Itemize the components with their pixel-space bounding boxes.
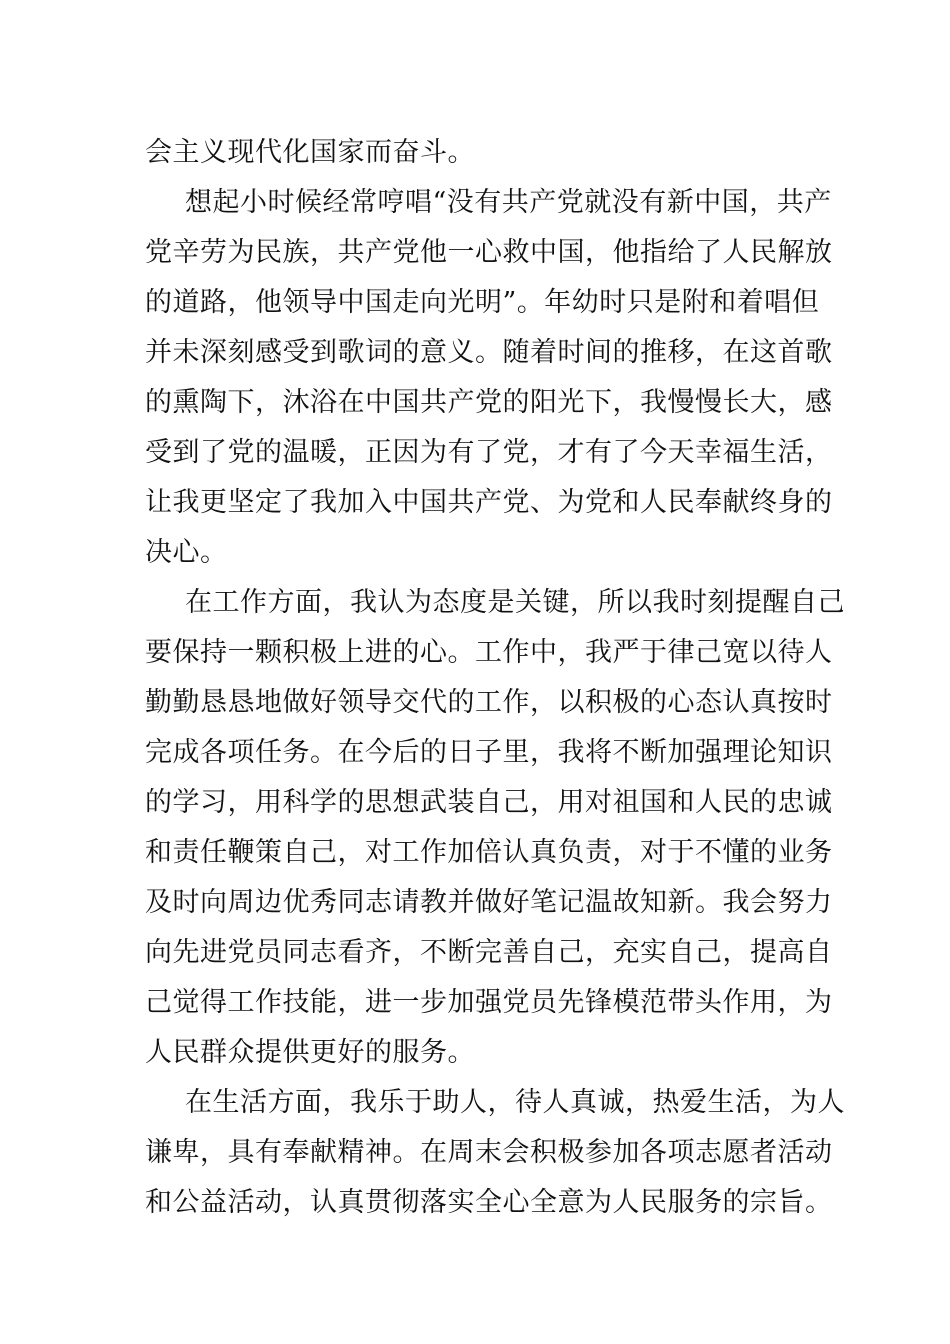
text-line: 在生活方面，我乐于助人，待人真诚，热爱生活，为人 bbox=[185, 1087, 845, 1118]
text-line: 人民群众提供更好的服务。 bbox=[145, 1037, 475, 1068]
text-line: 并未深刻感受到歌词的意义。随着时间的推移，在这首歌 bbox=[145, 337, 833, 368]
text-line: 和责任鞭策自己，对工作加倍认真负责，对于不懂的业务 bbox=[145, 837, 833, 868]
text-line: 勤勤恳恳地做好领导交代的工作，以积极的心态认真按时 bbox=[145, 687, 833, 718]
text-line: 及时向周边优秀同志请教并做好笔记温故知新。我会努力 bbox=[145, 887, 833, 918]
text-line: 决心。 bbox=[145, 537, 228, 568]
text-line: 的熏陶下，沐浴在中国共产党的阳光下，我慢慢长大，感 bbox=[145, 387, 833, 418]
text-line: 受到了党的温暖，正因为有了党，才有了今天幸福生活， bbox=[145, 437, 833, 468]
text-line: 完成各项任务。在今后的日子里，我将不断加强理论知识 bbox=[145, 737, 833, 768]
text-line: 要保持一颗积极上进的心。工作中，我严于律己宽以待人 bbox=[145, 637, 833, 668]
text-line: 己觉得工作技能，进一步加强党员先锋模范带头作用，为 bbox=[145, 987, 833, 1018]
text-line: 让我更坚定了我加入中国共产党、为党和人民奉献终身的 bbox=[145, 487, 833, 518]
text-line: 向先进党员同志看齐，不断完善自己，充实自己，提高自 bbox=[145, 937, 833, 968]
document-body bbox=[145, 128, 845, 1228]
text-line: 党辛劳为民族，共产党他一心救中国，他指给了人民解放 bbox=[145, 237, 833, 268]
text-line: 的学习，用科学的思想武装自己，用对祖国和人民的忠诚 bbox=[145, 787, 833, 818]
text-line: 会主义现代化国家而奋斗。 bbox=[145, 137, 475, 168]
text-line: 想起小时候经常哼唱“没有共产党就没有新中国，共产 bbox=[185, 187, 832, 218]
text-line: 和公益活动，认真贯彻落实全心全意为人民服务的宗旨。 bbox=[145, 1187, 833, 1218]
text-line: 的道路，他领导中国走向光明”。年幼时只是附和着唱但 bbox=[145, 287, 820, 318]
text-line: 在工作方面，我认为态度是关键，所以我时刻提醒自己 bbox=[185, 587, 845, 618]
text-line: 谦卑，具有奉献精神。在周末会积极参加各项志愿者活动 bbox=[145, 1137, 833, 1168]
